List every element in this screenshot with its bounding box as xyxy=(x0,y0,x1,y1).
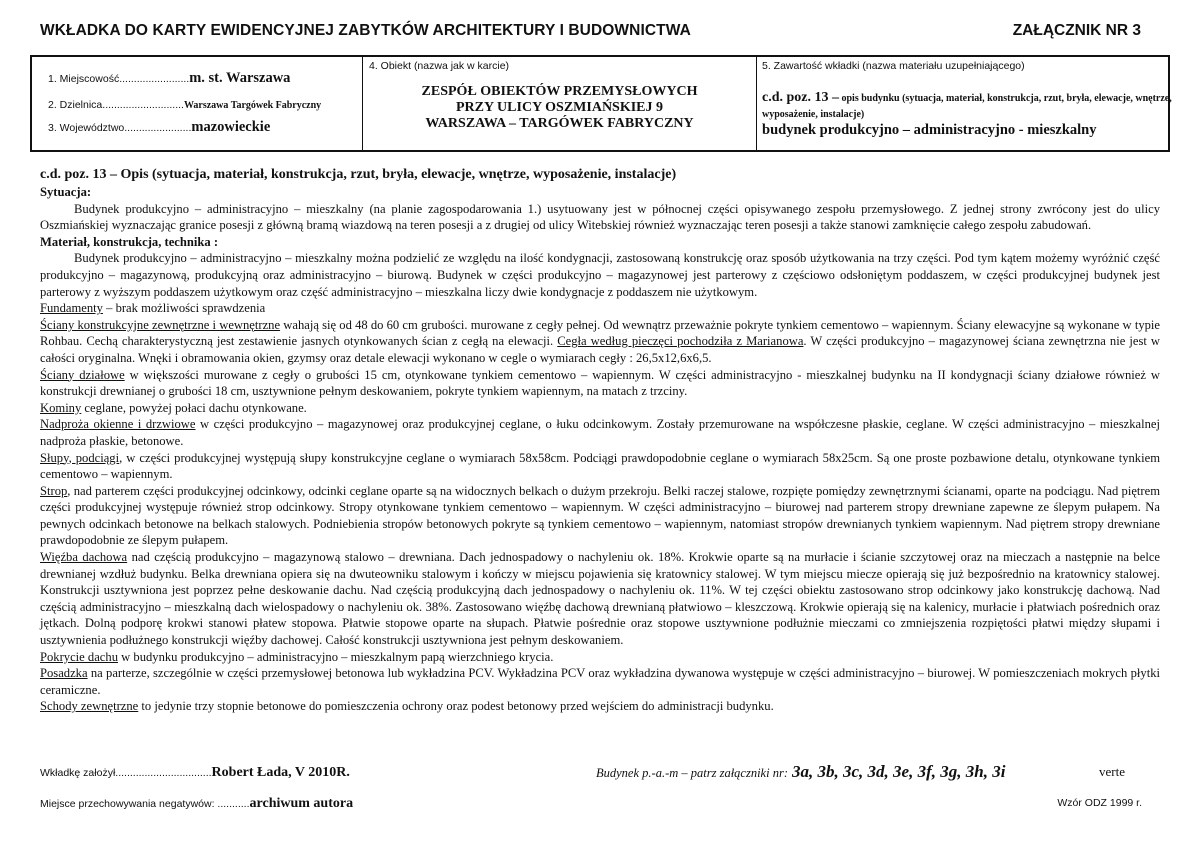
created-by-value: Robert Łada, V 2010R. xyxy=(211,765,350,780)
roof-truss-text: nad częścią produkcyjno – magazynową stalowo – drewniana. Dach jednospadowy o nachyleniu ok. 18%. Krokwie oparte są na murłacie i ścianie szczytowej oraz na mieczach a następnie na belce drewnianej wzdłuż budynku. Belka drewniana opiera się na dwuteowniku stalowym i kończy w miejscu pojawienia się kratownicy stalowej. W tym miejscu miecze opierają się już bezpośrednio na kratownicy stalowej. Konstrukcji usztywniona jest poprzez pełne deskowanie dachu. Nad częścią produkcyjną dach jednospadowy o nachyleniu ok. 11%. W tej części obiektu zastosowano strop odcinkowy jako konstrukcję dachową. Nad częścią administracyjno – mieszkalną dach wielospadowy o nachyleniu ok. 38%. Zastosowano więźbę dachową drewnianą płatwiowo – kleszczową. Krokwie opierają się na kalenicy, murłacie i płatwiach pośrednich oraz jętkach. Dolną podporę krokwi stanowi płatew stopowa. Płatwie stopowe oparte na słupach. Płatwie pośrednie oraz stopowe usztywnione podłużnie mieczami co zmniejszenia rozpiętości płatwi między słupami i usztywnienia podłużnego konstrukcji więźby dachowej. Całość konstrukcji usztywniona jest pełnym deskowaniem. xyxy=(40,550,1160,648)
lintels-text: w części produkcyjno – magazynowej oraz produkcyjnej ceglane, o łuku odcinkowym. Zostały przemurowane na współczesne płaskie, ceglane. W części administracyjno – mieszkalnej nadproża płaskie, betonowe. xyxy=(40,417,1161,448)
foundations-text: – brak możliwości sprawdzenia xyxy=(102,301,266,316)
roof-truss-paragraph xyxy=(40,549,1160,649)
chimneys-text: ceglane, powyżej połaci dachu otynkowane. xyxy=(81,400,307,415)
header-grid xyxy=(30,55,1170,152)
description-body xyxy=(40,166,1160,715)
columns-text: , w części produkcyjnej występują słupy konstrukcyjne ceglane o wymiarach 58x58cm. Podciągi prawdopodobnie ceglane o wymiarach 58x25cm. Są one proste pozbawione detalu, otynkowane tynkiem cementowo – wapiennym. xyxy=(40,450,1160,482)
object-title-line3: WARSZAWA – TARGÓWEK FABRYCZNY xyxy=(425,116,694,131)
outer-walls-paragraph xyxy=(40,317,1160,367)
see-attachments-label: Budynek p.-a.-m – patrz załączniki nr: xyxy=(596,766,788,780)
partition-walls-paragraph xyxy=(40,367,1160,400)
negatives-storage-label: Miejsce przechowywania negatywów: ........... xyxy=(40,798,250,810)
created-by-row xyxy=(40,763,350,781)
floor-label: Posadzka xyxy=(40,666,88,681)
district-row xyxy=(48,95,321,113)
contents-cell xyxy=(756,57,1172,150)
roof-truss-label: Więźba dachowa xyxy=(40,550,128,565)
object-label: 4. Obiekt (nazwa jak w karcie) xyxy=(369,60,510,72)
material-text: Budynek produkcyjno – administracyjno – mieszkalny można podzielić ze względu na ilość kondygnacji, zastosowaną konstrukcję oraz sposób użytkowania na trzy części. Pod tym kątem możemy wyróżnić część produkcyjno – magazynową, produkcyjną oraz administracyjno – biurową. Budynek w części produkcyjno – magazynowej jest parterowy z częściowo odsłoniętym poddaszem, w części produkcyjnej budynek jest parterowy z wyższym poddaszem użytkowym oraz część administracyjno – mieszkalna liczy dwie kondygnacje z poddaszem nie użytkowym. xyxy=(40,251,1160,299)
chimneys-paragraph xyxy=(40,400,1160,417)
floor-paragraph xyxy=(40,665,1160,698)
stairs-label: Schody zewnętrzne xyxy=(40,699,139,714)
description-heading: c.d. poz. 13 – Opis (sytuacja, materiał, konstrukcja, rzut, bryła, elewacje, wnętrze, wyposażenie, instalacje) xyxy=(40,167,677,182)
form-version: Wzór ODZ 1999 r. xyxy=(1057,797,1142,809)
attachment-codes: 3a, 3b, 3c, 3d, 3e, 3f, 3g, 3h, 3i xyxy=(791,762,1006,781)
district-value: Warszawa Targówek Fabryczny xyxy=(183,100,322,111)
columns-label: Słupy, podciągi xyxy=(40,450,120,465)
contents-reference xyxy=(762,90,1172,122)
object-cell xyxy=(362,57,756,150)
ceiling-label: Strop xyxy=(40,483,68,498)
partition-walls-text: w większości murowane z cegły o grubości 15 cm, otynkowane tynkiem cementowo – wapiennym. W części administracyjno - mieszkalnej budynku na II kondygnacji ściany działowe również w konstrukcji drewnianej o grubości 18 cm, usztywnione pełnym deskowaniem, pokryte tynkiem wapiennym, na matach z trzciny. xyxy=(40,367,1160,399)
outer-walls-label: Ściany konstrukcyjne zewnętrzne i wewnętrzne xyxy=(40,317,281,332)
brick-origin: Cegła według pieczęci pochodziła z Marianowa xyxy=(557,334,804,349)
contents-ref-desc: opis budynku (sytuacja, materiał, konstrukcja, rzut, bryła, elewacje, wnętrze, wyposażenie, instalacje) xyxy=(762,93,1172,120)
attachment-number: ZAŁĄCZNIK NR 3 xyxy=(1012,22,1141,39)
negatives-storage-value: archiwum autora xyxy=(249,796,354,811)
roof-covering-text: w budynku produkcyjno – administracyjno – mieszkalnym papą wierzchniego krycia. xyxy=(118,649,554,664)
foundations-paragraph xyxy=(40,300,1160,317)
object-title-line1: ZESPÓŁ OBIEKTÓW PRZEMYSŁOWYCH xyxy=(421,84,698,99)
document-title: WKŁADKA DO KARTY EWIDENCYJNEJ ZABYTKÓW ARCHITEKTURY I BUDOWNICTWA xyxy=(40,22,691,39)
created-by-label: Wkładkę założył................................. xyxy=(40,767,212,779)
see-attachments xyxy=(596,762,1005,782)
location-cell xyxy=(32,57,362,150)
ceiling-text: , nad parterem części produkcyjnej odcinkowy, odcinki ceglane oparte są na widocznych belkach o dużym przekroju. Belki raczej stalowe, rozpięte pomiędzy zewnętrznymi ścianami, oparte na podciągu. Nad piętrem części produkcyjnej występuje również strop odcinkowy. Stropy otynkowane tynkiem cementowo – wapiennym. W części administracyjno – biurowej nad parterem stropy drewniane zapewne ze ślepym pułapem. Na pewnych odcinkach betonowe na belkach stalowych. Podniebienia stropów betonowych pokryte są tynkiem cementowo – wapiennym, natomiast stropów drewnianych tynkiem wapiennym. Nad piętrem stropy drewniane prawdopodobnie ze ślepym pułapem. xyxy=(40,483,1160,548)
foundations-label: Fundamenty xyxy=(40,301,103,316)
chimneys-label: Kominy xyxy=(40,400,82,415)
place-label: 1. Miejscowość........................ xyxy=(48,73,190,85)
floor-text: na parterze, szczególnie w części przemysłowej betonowa lub wykładzina PCV. Wykładzina PCV oraz wykładzina dywanowa występuje w części administracyjno – biurowej. W pomieszczeniach mokrych płytki ceramiczne. xyxy=(40,666,1160,697)
columns-paragraph xyxy=(40,450,1160,483)
negatives-storage-row xyxy=(40,794,353,812)
object-title-line2: PRZY ULICY OSZMIAŃSKIEJ 9 xyxy=(455,100,664,115)
situation-text: Budynek produkcyjno – administracyjno – mieszkalny (na planie zagospodarowania 1.) usytuowany jest w północnej części opisywanego zespołu przemysłowego. Z jednej strony zwrócony jest do ulicy Oszmiańskiej wyznaczając granice posesji z główną bramą wiazdową na teren posesji a z drugiej od ulicy Witebskiej również wyznaczając teren posesji a także stanowi zamknięcie całego zespołu zabudowań. xyxy=(40,201,1160,233)
stairs-text: to jedynie trzy stopnie betonowe do pomieszczenia ochrony oraz podest betonowy przed wejściem do administracji budynku. xyxy=(138,699,774,714)
situation-heading: Sytuacja: xyxy=(40,185,92,199)
lintels-paragraph xyxy=(40,416,1160,449)
material-heading: Materiał, konstrukcja, technika : xyxy=(40,234,219,249)
contents-label: 5. Zawartość wkładki (nazwa materiału uzupełniającego) xyxy=(762,60,1025,72)
ceiling-paragraph xyxy=(40,483,1160,549)
object-title xyxy=(363,84,756,132)
roof-covering-paragraph xyxy=(40,649,1160,666)
building-name: budynek produkcyjno – administracyjno - mieszkalny xyxy=(762,122,1097,138)
roof-covering-label: Pokrycie dachu xyxy=(40,649,118,664)
outer-walls-text-1: wahają się od 48 do 60 cm grubości. murowane z cegły pełnej. Od wewnątrz przeważnie pokryte tynkiem cementowo – wapiennym. Ściany elewacyjne są wykonane w typie Rohbau. Cechą charakterystyczną jest zestawienie jasnych otynkowanych ścian z cegłą na elewacji. xyxy=(40,317,1160,349)
outer-walls-text-2: . W części produkcyjno – magazynowej ściana zewnętrzna nie jest w całości oryginalna. Wnęki i obramowania okien, gzymsy oraz detale elewacji wykonano w cegle o wymiarach cegły : 26,5x12,6x6,5. xyxy=(40,334,1160,365)
contents-ref-number: c.d. poz. 13 – xyxy=(762,90,839,105)
voivodeship-value: mazowieckie xyxy=(191,119,271,135)
voivodeship-label: 3. Województwo....................... xyxy=(48,122,192,134)
partition-walls-label: Ściany działowe xyxy=(40,367,125,382)
voivodeship-row xyxy=(48,118,270,136)
verte-note: verte xyxy=(1099,764,1125,779)
place-row xyxy=(48,69,290,87)
district-label: 2. Dzielnica............................ xyxy=(48,99,184,111)
stairs-paragraph xyxy=(40,698,1160,715)
place-value: m. st. Warszawa xyxy=(189,70,291,86)
lintels-label: Nadproża okienne i drzwiowe xyxy=(40,417,196,432)
